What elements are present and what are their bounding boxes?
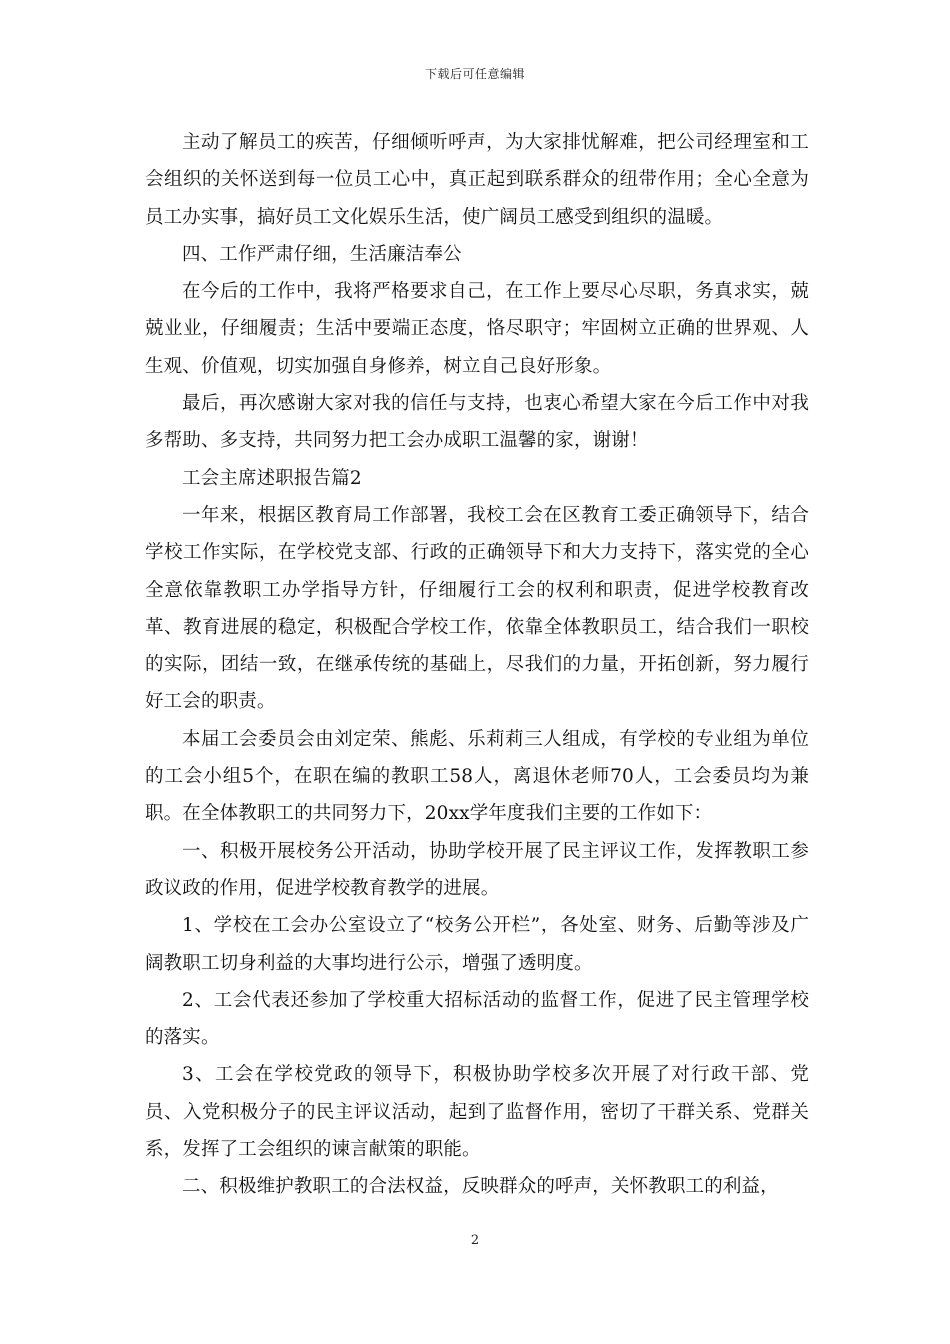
paragraph: 二、积极维护教职工的合法权益，反映群众的呼声，关怀教职工的利益，: [182, 1176, 779, 1198]
list-item: 2、工会代表还参加了学校重大招标活动的监督工作，促进了民主管理学校的落实。: [145, 989, 809, 1049]
report-title: 工会主席述职报告篇2: [182, 467, 362, 489]
paragraph: 主动了解员工的疾苦，仔细倾听呼声，为大家排忧解难，把公司经理室和工会组织的关怀送到每一位员工心中，真正起到联系群众的纽带作用；全心全意为员工办实事，搞好员工文化娱乐生活，使广阔员工感受到组织的温暖。: [145, 132, 809, 228]
document-body: [145, 124, 809, 1206]
paragraph: 本届工会委员会由刘定荣、熊彪、乐莉莉三人组成，有学校的专业组为单位的工会小组5个，在职在编的教职工58人，离退休老师70人，工会委员均为兼职。在全体教职工的共同努力下，20xx学年度我们主要的工作如下：: [145, 728, 809, 825]
list-item: 3、工会在学校党政的领导下，积极协助学校多次开展了对行政干部、党员、入党积极分子的民主评议活动，起到了监督作用，密切了干群关系、党群关系，发挥了工会组织的谏言献策的职能。: [145, 1064, 809, 1161]
section-heading: 四、工作严肃仔细，生活廉洁奉公: [182, 243, 462, 265]
page-number: 2: [470, 1233, 480, 1248]
list-item: 1、学校在工会办公室设立了“校务公开栏”，各处室、财务、后勤等涉及广阔教职工切身利益的大事均进行公示，增强了透明度。: [145, 915, 809, 974]
paragraph: 在今后的工作中，我将严格要求自己，在工作上要尽心尽职，务真求实，兢兢业业，仔细履责；生活中要端正态度，恪尽职守；牢固树立正确的世界观、人生观、价值观，切实加强自身修养，树立自己良好形象。: [145, 281, 809, 377]
paragraph: 一、积极开展校务公开活动，协助学校开展了民主评议工作，发挥教职工参政议政的作用，促进学校教育教学的进展。: [145, 840, 809, 899]
paragraph: 一年来，根据区教育局工作部署，我校工会在区教育工委正确领导下，结合学校工作实际，在学校党支部、行政的正确领导下和大力支持下，落实党的全心全意依靠教职工办学指导方针，仔细履行工会的权利和职责，促进学校教育改革、教育进展的稳定，积极配合学校工作，依靠全体教职员工，结合我们一职校的实际，团结一致，在继承传统的基础上，尽我们的力量，开拓创新，努力履行好工会的职责。: [145, 504, 809, 713]
page-header: 下载后可任意编辑: [424, 67, 525, 81]
paragraph: 最后，再次感谢大家对我的信任与支持，也衷心希望大家在今后工作中对我多帮助、多支持，共同努力把工会办成职工温馨的家，谢谢！: [145, 393, 809, 452]
